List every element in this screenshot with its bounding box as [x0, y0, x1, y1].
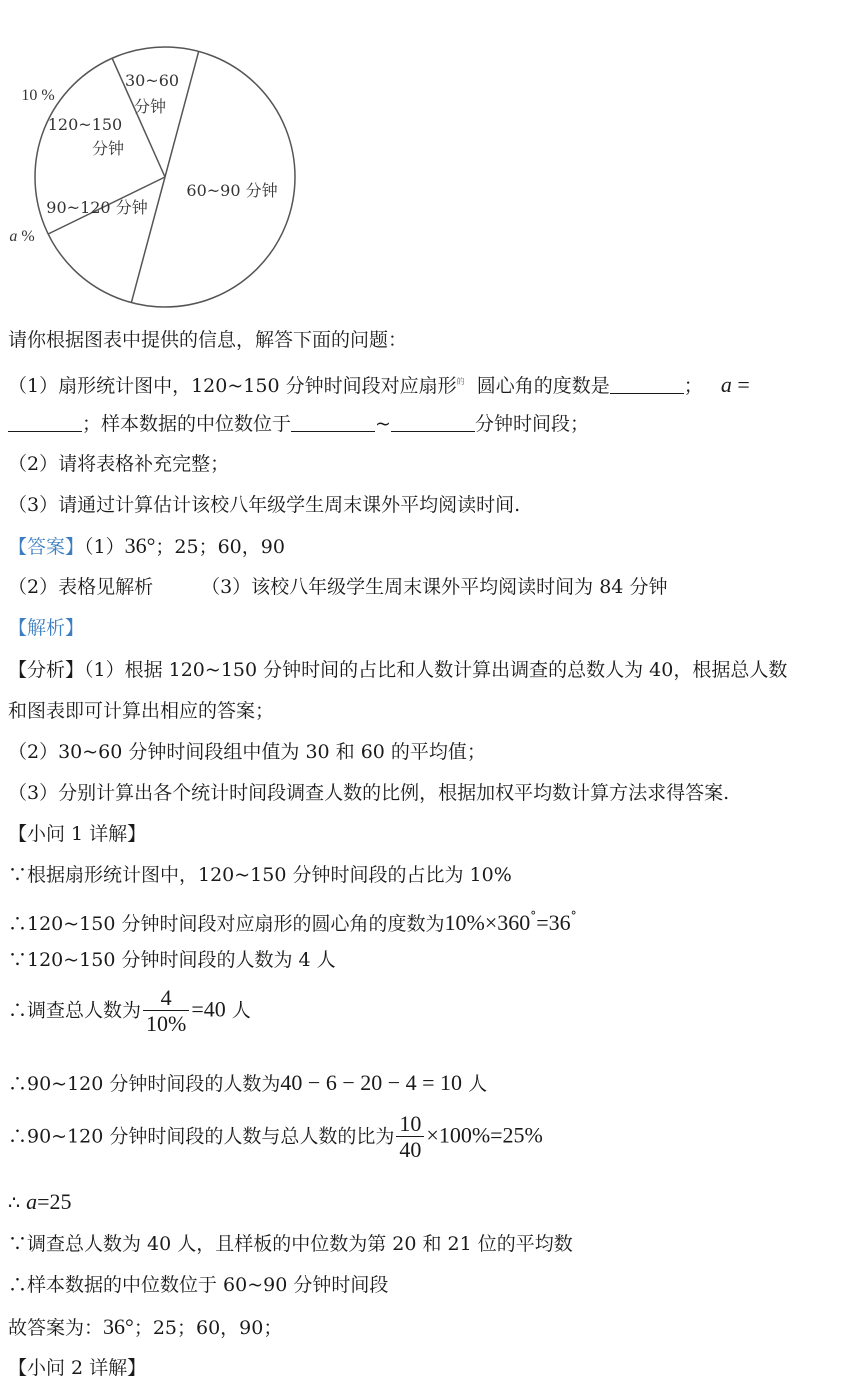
- answer-1c: ；25；60，90: [155, 536, 285, 558]
- blank-median-high: [391, 413, 475, 432]
- fraction-4-over-10pct: [143, 986, 189, 1037]
- q1-var-a: a: [720, 372, 732, 397]
- fenxi-3: （3）分别计算出各个统计时间段调查人数的比例，根据加权平均数计算方法求得答案.: [8, 782, 730, 804]
- step-9: ∴样本数据的中位数位于 60~90 分钟时间段: [8, 1274, 389, 1296]
- fenxi-line-1b: [8, 701, 274, 721]
- q1-text-c: ；: [683, 375, 703, 397]
- q1-eq: =: [731, 372, 750, 397]
- step-4-eq: =40: [191, 996, 226, 1022]
- step-10-a: 故答案为：: [8, 1317, 104, 1339]
- step-8: ∵调查总人数为 40 人，且样板的中位数为第 20 和 21 位的平均数: [8, 1233, 573, 1255]
- slice-label-120-150: 120~150: [47, 115, 123, 134]
- step-4-line: [8, 986, 251, 1037]
- step-7-rest: =25: [37, 1189, 72, 1214]
- answer-3: （3）该校八年级学生周末课外平均阅读时间为 84 分钟: [201, 576, 668, 598]
- slice-label-120-150-unit: 分钟: [91, 139, 125, 158]
- outer-label-10pct: 10 %: [21, 87, 55, 104]
- step-4-unit: 人: [225, 999, 251, 1022]
- q1-text-a: （1）扇形统计图中，120~150 分钟时间段对应扇形: [8, 375, 457, 397]
- question-1-line-2: [8, 413, 589, 434]
- step-2-degree-2: °: [570, 909, 577, 923]
- intro-line: [8, 330, 407, 350]
- fenxi-1: 【分析】（1）根据 120~150 分钟时间的占比和人数计算出调查的总数人为 40，根据总人数: [8, 659, 788, 681]
- step-5-text: ∴90~120 分钟时间段的人数为: [8, 1073, 281, 1095]
- step-6-line: [8, 1112, 543, 1163]
- question-2-line: [8, 454, 229, 474]
- question-1-line-1: [8, 372, 750, 396]
- blank-median-low: [291, 413, 375, 432]
- step-10-c: ；25；60，90；: [133, 1317, 283, 1339]
- slice-label-60-90: 60~90 分钟: [186, 181, 278, 200]
- fraction-numerator: 4: [160, 985, 172, 1010]
- answer-1b: 36°: [124, 533, 156, 558]
- answer-2: （2）表格见解析: [8, 576, 154, 598]
- fenxi-2: （2）30~60 分钟时间段组中值为 30 和 60 的平均值；: [8, 741, 486, 763]
- sub1-text: 【小问 1 详解】: [8, 823, 147, 845]
- answer-line-1: [8, 533, 285, 558]
- step-4-text: ∴调查总人数为: [8, 999, 142, 1022]
- step-10-line: [8, 1314, 283, 1339]
- pie-chart: [0, 0, 320, 320]
- question-3-line: [8, 495, 520, 515]
- slice-label-30-60: 30~60: [124, 71, 180, 90]
- blank-a: [8, 413, 82, 432]
- q1-text-d: ；样本数据的中位数位于: [82, 413, 292, 435]
- step-1: ∵根据扇形统计图中，120~150 分钟时间段的占比为 10%: [8, 864, 512, 886]
- q1-text-b: 圆心角的度数是: [476, 375, 610, 397]
- step-10-b: 36°: [103, 1314, 134, 1339]
- fenxi-1b: 和图表即可计算出相应的答案；: [8, 700, 275, 722]
- fenxi-line-1: [8, 660, 787, 680]
- step-5-unit: 人: [462, 1073, 488, 1095]
- fraction-denominator: 10%: [143, 1010, 189, 1037]
- step-2-line: [8, 906, 577, 934]
- step-2-math-b: =36: [536, 910, 571, 935]
- step-6-text: ∴90~120 分钟时间段的人数与总人数的比为: [8, 1125, 395, 1148]
- sub-question-2-heading: [8, 1358, 146, 1378]
- step-2-degree-1: °: [530, 909, 537, 923]
- answer-tag: 【答案】: [8, 536, 85, 558]
- step-8-line: [8, 1234, 573, 1254]
- outer-label-a-pct: a %: [9, 228, 35, 245]
- pie-chart-svg: [0, 0, 320, 320]
- fenxi-line-2: [8, 742, 486, 762]
- fraction-denominator: 40: [396, 1136, 424, 1163]
- sub-question-1-heading: [8, 824, 146, 844]
- q2-text: （2）请将表格补充完整；: [8, 453, 230, 475]
- step-2-math-a: 10%×360: [444, 910, 531, 935]
- answer-line-2: [8, 577, 667, 597]
- fenxi-line-3: [8, 783, 729, 803]
- step-6-rest: ×100%=25%: [426, 1122, 543, 1148]
- step-9-line: [8, 1275, 388, 1295]
- step-7-pre: ∴: [8, 1192, 27, 1214]
- q1-mark: 的: [456, 377, 465, 386]
- sub2-text: 【小问 2 详解】: [8, 1357, 147, 1379]
- fraction-numerator: 10: [399, 1111, 422, 1136]
- step-3: ∵120~150 分钟时间段的人数为 4 人: [8, 949, 336, 971]
- step-1-line: [8, 865, 512, 885]
- step-7-line: [8, 1189, 72, 1214]
- analysis-tag-line: [8, 618, 84, 638]
- blank-angle: [610, 375, 684, 394]
- q1-text-e: 分钟时间段；: [474, 413, 589, 435]
- step-3-line: [8, 950, 336, 970]
- intro-text: 请你根据图表中提供的信息，解答下面的问题：: [8, 329, 408, 351]
- answer-1a: （1）: [84, 536, 125, 558]
- q1-tilde: ~: [375, 413, 391, 435]
- step-7-var: a: [26, 1189, 38, 1214]
- q3-text: （3）请通过计算估计该校八年级学生周末课外平均阅读时间.: [8, 494, 521, 516]
- analysis-tag: 【解析】: [8, 617, 85, 639]
- fraction-10-over-40: [396, 1112, 424, 1163]
- slice-label-90-120: 90~120 分钟: [46, 198, 148, 217]
- step-5-math: 40 − 6 − 20 − 4 = 10: [280, 1070, 463, 1095]
- slice-label-30-60-unit: 分钟: [133, 97, 167, 116]
- step-5-line: [8, 1070, 488, 1095]
- step-2-text: ∴120~150 分钟时间段对应扇形的圆心角的度数为: [8, 913, 445, 935]
